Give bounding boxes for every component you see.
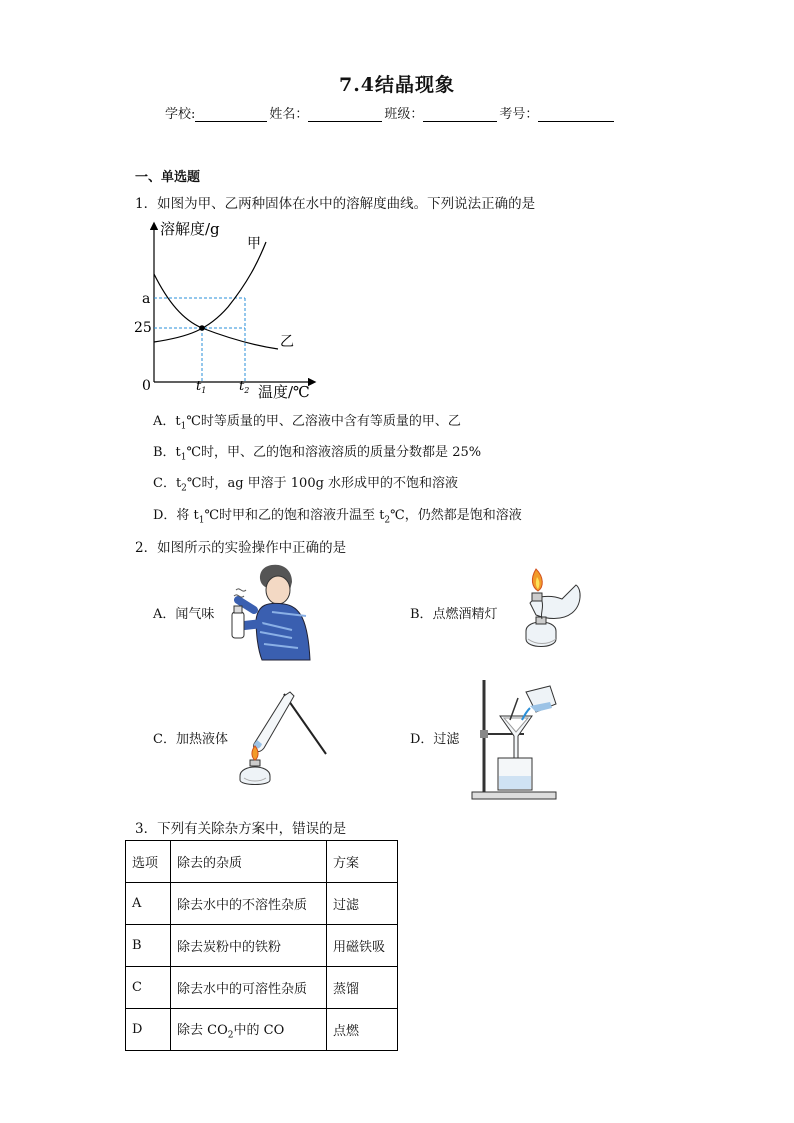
curve-yi — [154, 274, 278, 349]
class-label: 班级： — [384, 107, 424, 122]
option-cell: C — [126, 967, 171, 1009]
graph-label-25: 25 — [134, 320, 152, 336]
lighting-alcohol-lamp-illustration — [506, 565, 586, 657]
table-header-row — [126, 841, 398, 883]
graph-origin: 0 — [142, 378, 151, 394]
q2-option-c-label[interactable]: C．加热液体 — [153, 732, 228, 747]
q1-option-a[interactable]: A．$t_1℃$时等质量的甲、乙溶液中含有等质量的甲、乙 — [153, 414, 461, 432]
t1-label: $t_1$ — [196, 379, 207, 395]
table-header-cell: 选项 — [126, 841, 171, 883]
impurity-cell: 除去 $CO_2$中的 CO — [171, 1009, 327, 1051]
graph-xlabel: 温度/℃ — [258, 383, 310, 401]
q1-option-c[interactable]: C．$t_2℃$时，ag 甲溶于 100g 水形成甲的不饱和溶液 — [153, 476, 459, 494]
t2-label: $t_2$ — [239, 379, 250, 395]
q1-option-d[interactable]: D．将 $t_1℃$时甲和乙的饱和溶液升温至 $t_2℃$，仍然都是饱和溶液 — [153, 508, 522, 526]
q1-option-b[interactable]: B．$t_1℃$时，甲、乙的饱和溶液溶质的质量分数都是 25% — [153, 445, 482, 463]
solubility-graph — [134, 212, 323, 402]
curve-yi-label: 乙 — [280, 334, 294, 350]
table-row — [126, 883, 398, 925]
smelling-gas-illustration — [228, 560, 320, 662]
method-cell: 过滤 — [327, 883, 398, 925]
intersection-point — [199, 325, 205, 331]
option-cell: B — [126, 925, 171, 967]
impurity-cell: 除去水中的不溶性杂质 — [171, 883, 327, 925]
name-blank[interactable] — [308, 107, 382, 122]
page-title: 7.4结晶现象 — [338, 74, 456, 96]
name-label: 姓名： — [269, 107, 309, 122]
question-3-stem: 3．下列有关除杂方案中，错误的是 — [135, 821, 347, 837]
table-row — [126, 967, 398, 1009]
method-cell: 蒸馏 — [327, 967, 398, 1009]
section-heading: 一、单选题 — [135, 170, 201, 185]
method-cell: 用磁铁吸 — [327, 925, 398, 967]
curve-jia — [154, 242, 266, 342]
table-row — [126, 925, 398, 967]
graph-label-a: a — [142, 291, 151, 307]
question-2-stem: 2．如图所示的实验操作中正确的是 — [135, 540, 347, 556]
impurity-cell: 除去炭粉中的铁粉 — [171, 925, 327, 967]
q2-option-b-label[interactable]: B．点燃酒精灯 — [410, 607, 498, 622]
table-header-cell: 方案 — [327, 841, 398, 883]
school-label: 学校: — [165, 107, 196, 122]
table-header-cell: 除去的杂质 — [171, 841, 327, 883]
question-1-stem: 1．如图为甲、乙两种固体在水中的溶解度曲线。下列说法正确的是 — [135, 196, 536, 212]
school-blank[interactable] — [195, 107, 267, 122]
q2-option-d-label[interactable]: D．过滤 — [410, 732, 460, 747]
method-cell: 点燃 — [327, 1009, 398, 1051]
class-blank[interactable] — [423, 107, 497, 122]
table-row — [126, 1009, 398, 1051]
impurity-cell: 除去水中的可溶性杂质 — [171, 967, 327, 1009]
filtration-illustration — [470, 678, 568, 802]
q2-option-a-label[interactable]: A．闻气味 — [153, 607, 215, 622]
option-cell: A — [126, 883, 171, 925]
heating-liquid-illustration — [230, 690, 328, 786]
option-cell: D — [126, 1009, 171, 1051]
graph-ylabel: 溶解度/g — [160, 220, 220, 238]
exam-no-label: 考号： — [499, 107, 539, 122]
student-info-line — [165, 103, 616, 122]
curve-jia-label: 甲 — [247, 236, 261, 252]
impurity-removal-table — [125, 840, 398, 1051]
exam-no-blank[interactable] — [538, 107, 614, 122]
